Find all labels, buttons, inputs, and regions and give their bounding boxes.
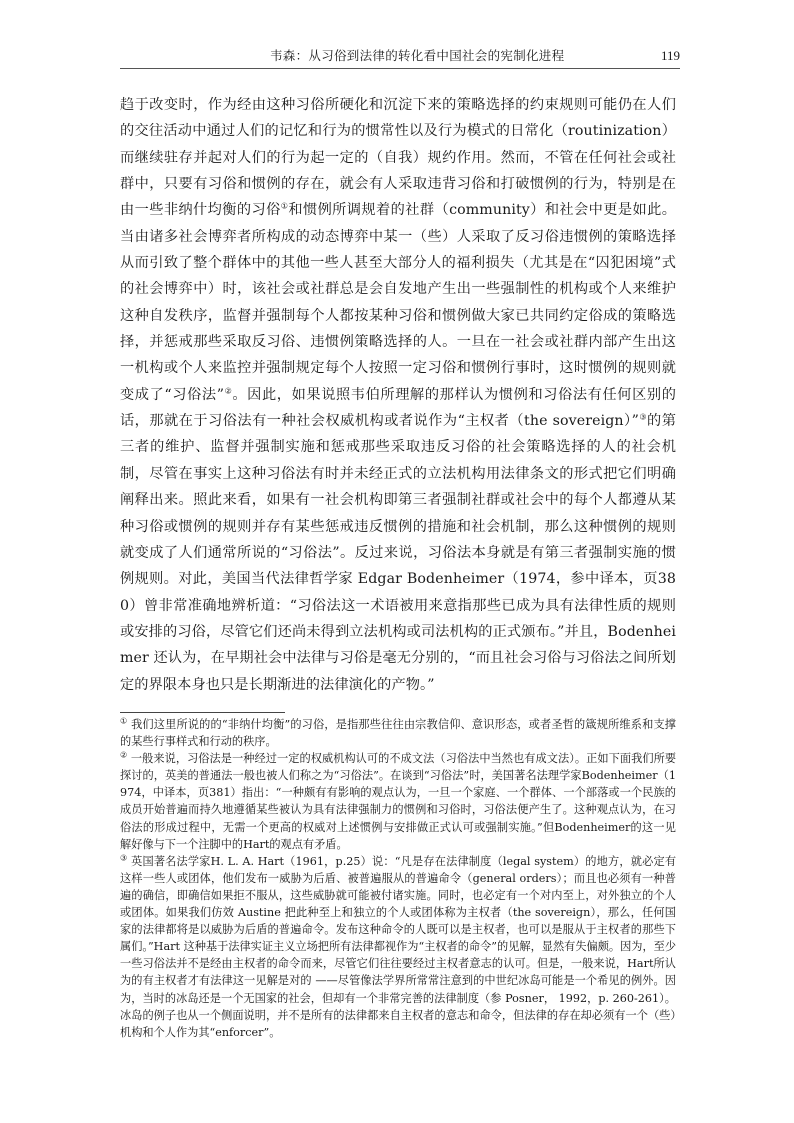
body-text-segment: 。因此，如果说照韦伯所理解的那样认为惯例和习俗法有任何区别的话，那就在于习俗法有一种社会权威机构或者说作为“主权者（the sovereign）” — [120, 386, 676, 430]
footnote-text: 英国著名法学家H. L. A. Hart（1961，p.25）说：“凡是存在法律制度（legal system）的地方，就必定有这样一些人或团体，他们发布一威胁为后盾、被普遍服从的普遍命令（general orders）；而且也必须有一种普遍的确信，即确信如果拒不服从，这些威胁就可能被付诸实施。同时，也必定有一个对内至上，对外独立的个人或团体。如果我们仿效 Austine 把此种至上和独立的个人或团体称为主权者（the sovereign），那么，任何国家的法律都将是以威胁为后盾的普遍命令。发布这种命令的人既可以是主权者，也可以是服从于主权者的那些下属们。”Hart 这种基于法律实证主义立场把所有法律都视作为“主权者的命令”的见解，显然有失偏颇。因为，至少一些习俗法并不是经由主权者的命令而来，尽管它们往往要经过主权者意志的认可。但是，一般来说，Hart所认为的有主权者才有法律这一见解是对的 ——尽管像法学界所常常注意到的中世纪冰岛可能是一个希见的例外。因为，当时的冰岛还是一个无国家的社会，但却有一个非常完善的法律制度（参 Posner， 1992，p. 260-261）。冰岛的例子也从一个侧面说明，并不是所有的法律都来自主权者的意志和命令，但法律的存在却必须有一个（些）机构和个人作为其“enforcer”。 — [120, 854, 677, 1039]
footnote-3 — [120, 853, 676, 1041]
body-text-segment: 的第三者的维护、监督并强制实施和惩戒那些采取违反习俗的社会策略选择的人的社会机制，尽管在事实上这种习俗法有时并未经正式的立法机构用法律条文的形式把它们明确阐释出来。照此来看，如果有一社会机构即第三者强制社群或社会中的每个人都遵从某种习俗或惯例的规则并存有某些惩戒违反惯例的措施和社会机制，那么这种惯例的规则就变成了人们通常所说的“习俗法”。反过来说，习俗法本身就是有第三者强制实施的惯例规则。对此，美国当代法律哲学家 Edgar Bodenheimer（1974，参中译本，页380）曾非常准确地辨析道：“习俗法这一术语被用来意指那些已成为具有法律性质的规则或安排的习俗，尽管它们还尚未得到立法机构或司法机构的正式颁布。”并且，Bodenheimer 还认为，在早期社会中法律与习俗是毫无分别的，“而且社会习俗与习俗法之间所划定的界限本身也只是长期渐进的法律演化的产物。” — [120, 413, 676, 693]
footnote-mark: ① — [120, 716, 128, 726]
running-header — [120, 44, 680, 69]
footnote-ref-2[interactable]: ② — [224, 386, 233, 396]
footnote-2 — [120, 750, 676, 853]
footnote-ref-1[interactable]: ① — [280, 201, 289, 211]
footnotes — [120, 716, 676, 1041]
footnote-1 — [120, 716, 676, 750]
footnote-divider — [120, 712, 285, 713]
body-text-segment: 趋于改变时，作为经由这种习俗所硬化和沉淀下来的策略选择的约束规则可能仍在人们的交往活动中通过人们的记忆和行为的惯常性以及行为模式的日常化（routinization）而继续驻存并起对人们的行为起一定的（自我）规约作用。然而，不管在任何社会或社群中，只要有习俗和惯例的存在，就会有人采取违背习俗和打破惯例的行为，特别是在由一些非纳什均衡的习俗 — [120, 97, 676, 219]
footnote-text: 我们这里所说的的“非纳什均衡”的习俗，是指那些往往由宗教信仰、意识形态，或者圣哲的箴规所维系和支撑的某些行事样式和行动的秩序。 — [120, 718, 676, 749]
page-number: 119 — [660, 48, 680, 63]
footnote-ref-3[interactable]: ③ — [638, 412, 648, 422]
running-title: 韦森：从习俗到法律的转化看中国社会的宪制化进程 — [270, 48, 565, 63]
footnote-text: 一般来说，习俗法是一种经过一定的权威机构认可的不成文法（习俗法中当然也有成文法）。正如下面我们所要探讨的，英美的普通法一般也被人们称之为“习俗法”。在谈到“习俗法”时，美国著名法理学家Bodenheimer（1974，中译本，页381）指出：“一种颇有有影响的观点认为，一旦一个家庭、一个群体、一个部落或一个民族的成员开始普遍而持久地遵循某些被认为具有法律强制力的惯例和习俗时，习俗法便产生了。这种观点认为，在习俗法的形成过程中，无需一个更高的权威对上述惯例与安排做正式认可或强制实施。”但Bodenheimer的这一见解好像与下一个注脚中的Hart的观点有矛盾。 — [120, 752, 677, 851]
footnote-mark: ② — [120, 750, 128, 760]
body-text-segment: 和惯例所调规着的社群（community）和社会中更是如此。当由诸多社会博弈者所构成的动态博弈中某一（些）人采取了反习俗违惯例的策略选择从而引致了整个群体中的其他一些人甚至大部分人的福利损失（尤其是在“囚犯困境”式的社会博弈中）时，该社会或社群总是会自发地产生出一些强制性的机构或个人来维护这种自发秩序，监督并强制每个人都按某种习俗和惯例做大家已共同约定俗成的策略选择，并惩戒那些采取反习俗、违惯例策略选择的人。一旦在一社会或社群内部产生出这一机构或个人来监控并强制规定每个人按照一定习俗和惯例行事时，这时惯例的规则就变成了“习俗法” — [120, 202, 676, 403]
footnote-mark: ③ — [120, 853, 128, 863]
body-paragraph — [120, 92, 676, 698]
